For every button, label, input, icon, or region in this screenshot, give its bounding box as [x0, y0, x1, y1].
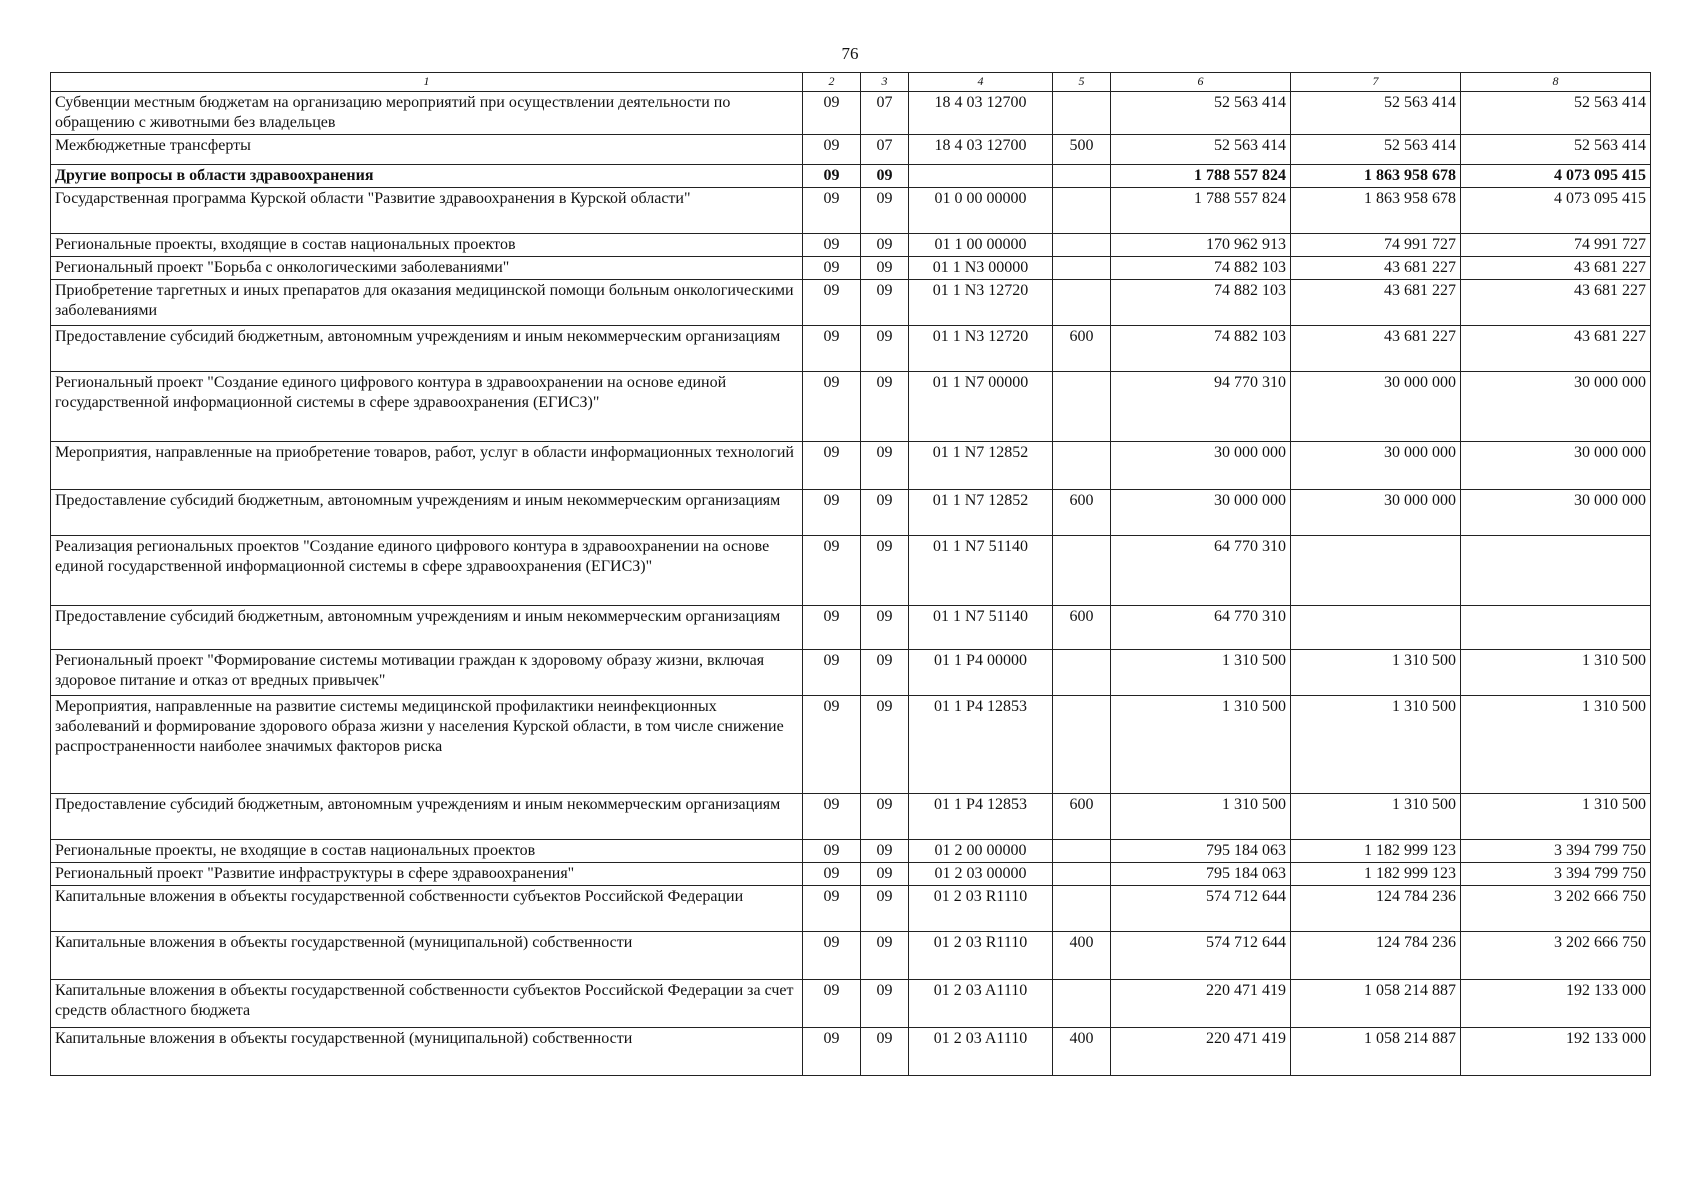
amount-col7-cell: 43 681 227: [1291, 326, 1461, 372]
amount-col6-cell: 795 184 063: [1111, 840, 1291, 863]
expense-type-cell: [1053, 650, 1111, 696]
amount-col6-cell: 74 882 103: [1111, 326, 1291, 372]
section-code-cell: 09: [803, 257, 861, 280]
target-article-cell: 01 2 03 A1110: [909, 1028, 1053, 1076]
expense-type-cell: [1053, 442, 1111, 490]
amount-col7-cell: 30 000 000: [1291, 490, 1461, 536]
expense-type-cell: [1053, 280, 1111, 326]
amount-col6-cell: 94 770 310: [1111, 372, 1291, 442]
amount-col6-cell: 1 310 500: [1111, 794, 1291, 840]
target-article-cell: 01 2 03 A1110: [909, 980, 1053, 1028]
section-code-cell: 09: [803, 886, 861, 932]
amount-col7-cell: [1291, 606, 1461, 650]
amount-col7-cell: 43 681 227: [1291, 280, 1461, 326]
expense-type-cell: 400: [1053, 1028, 1111, 1076]
expense-type-cell: 600: [1053, 326, 1111, 372]
table-row: [51, 932, 1651, 980]
section-code-cell: 09: [803, 840, 861, 863]
table-row: [51, 442, 1651, 490]
table-row: [51, 606, 1651, 650]
expense-type-cell: 600: [1053, 490, 1111, 536]
expense-type-cell: 600: [1053, 794, 1111, 840]
amount-col8-cell: 30 000 000: [1461, 442, 1651, 490]
expense-type-cell: [1053, 165, 1111, 188]
section-code-cell: 09: [803, 794, 861, 840]
section-code-cell: 09: [803, 442, 861, 490]
target-article-cell: 18 4 03 12700: [909, 135, 1053, 165]
table-row: [51, 165, 1651, 188]
expense-type-cell: [1053, 257, 1111, 280]
item-name-cell: Региональный проект "Развитие инфраструктуры в сфере здравоохранения": [51, 863, 803, 886]
table-row: [51, 92, 1651, 135]
amount-col6-cell: 1 788 557 824: [1111, 188, 1291, 234]
amount-col6-cell: 1 788 557 824: [1111, 165, 1291, 188]
item-name-cell: Государственная программа Курской области "Развитие здравоохранения в Курской области": [51, 188, 803, 234]
table-row: [51, 188, 1651, 234]
table-row: [51, 234, 1651, 257]
expense-type-cell: [1053, 234, 1111, 257]
header-cell: 1: [51, 73, 803, 92]
amount-col8-cell: 74 991 727: [1461, 234, 1651, 257]
subsection-code-cell: 09: [861, 840, 909, 863]
target-article-cell: 01 1 N3 00000: [909, 257, 1053, 280]
subsection-code-cell: 09: [861, 188, 909, 234]
amount-col7-cell: 1 058 214 887: [1291, 1028, 1461, 1076]
amount-col6-cell: 64 770 310: [1111, 536, 1291, 606]
subsection-code-cell: 09: [861, 650, 909, 696]
section-code-cell: 09: [803, 863, 861, 886]
item-name-cell: Капитальные вложения в объекты государственной (муниципальной) собственности: [51, 1028, 803, 1076]
target-article-cell: 18 4 03 12700: [909, 92, 1053, 135]
section-code-cell: 09: [803, 1028, 861, 1076]
subsection-code-cell: 09: [861, 696, 909, 794]
section-code-cell: 09: [803, 188, 861, 234]
section-code-cell: 09: [803, 165, 861, 188]
target-article-cell: 01 1 P4 12853: [909, 794, 1053, 840]
expense-type-cell: [1053, 536, 1111, 606]
expense-type-cell: [1053, 886, 1111, 932]
item-name-cell: Мероприятия, направленные на развитие системы медицинской профилактики неинфекционных заболеваний и формирование здорового образа жизни у населения Курской области, в том числе снижение распространенности наиболее значимых факторов риска: [51, 696, 803, 794]
target-article-cell: 01 1 N7 00000: [909, 372, 1053, 442]
target-article-cell: 01 1 N7 12852: [909, 442, 1053, 490]
amount-col8-cell: [1461, 606, 1651, 650]
target-article-cell: 01 1 N7 51140: [909, 606, 1053, 650]
amount-col8-cell: 3 202 666 750: [1461, 886, 1651, 932]
subsection-code-cell: 09: [861, 794, 909, 840]
amount-col6-cell: 1 310 500: [1111, 696, 1291, 794]
amount-col6-cell: 74 882 103: [1111, 280, 1291, 326]
item-name-cell: Предоставление субсидий бюджетным, автономным учреждениям и иным некоммерческим организациям: [51, 490, 803, 536]
amount-col7-cell: 1 310 500: [1291, 794, 1461, 840]
subsection-code-cell: 09: [861, 326, 909, 372]
section-code-cell: 09: [803, 932, 861, 980]
amount-col7-cell: 124 784 236: [1291, 932, 1461, 980]
target-article-cell: 01 1 N7 12852: [909, 490, 1053, 536]
amount-col7-cell: 1 310 500: [1291, 650, 1461, 696]
amount-col7-cell: 1 058 214 887: [1291, 980, 1461, 1028]
section-code-cell: 09: [803, 696, 861, 794]
amount-col7-cell: 1 863 958 678: [1291, 188, 1461, 234]
section-code-cell: 09: [803, 372, 861, 442]
header-cell: 8: [1461, 73, 1651, 92]
subsection-code-cell: 09: [861, 1028, 909, 1076]
item-name-cell: Межбюджетные трансферты: [51, 135, 803, 165]
amount-col7-cell: 74 991 727: [1291, 234, 1461, 257]
item-name-cell: Приобретение таргетных и иных препаратов для оказания медицинской помощи больным онкологическими заболеваниями: [51, 280, 803, 326]
subsection-code-cell: 09: [861, 886, 909, 932]
amount-col7-cell: 52 563 414: [1291, 92, 1461, 135]
target-article-cell: 01 2 03 00000: [909, 863, 1053, 886]
amount-col7-cell: 1 863 958 678: [1291, 165, 1461, 188]
header-cell: 2: [803, 73, 861, 92]
expense-type-cell: [1053, 696, 1111, 794]
table-row: [51, 1028, 1651, 1076]
table-row: [51, 863, 1651, 886]
table-row: [51, 840, 1651, 863]
amount-col8-cell: 43 681 227: [1461, 257, 1651, 280]
page-number: 76: [841, 44, 859, 63]
item-name-cell: Региональные проекты, не входящие в состав национальных проектов: [51, 840, 803, 863]
section-code-cell: 09: [803, 980, 861, 1028]
item-name-cell: Региональный проект "Формирование системы мотивации граждан к здоровому образу жизни, включая здоровое питание и отказ от вредных привычек": [51, 650, 803, 696]
amount-col6-cell: 52 563 414: [1111, 135, 1291, 165]
header-cell: 7: [1291, 73, 1461, 92]
amount-col8-cell: 3 202 666 750: [1461, 932, 1651, 980]
item-name-cell: Субвенции местным бюджетам на организацию мероприятий при осуществлении деятельности по обращению с животными без владельцев: [51, 92, 803, 135]
item-name-cell: Капитальные вложения в объекты государственной (муниципальной) собственности: [51, 932, 803, 980]
table-row: [51, 280, 1651, 326]
budget-table: [50, 72, 1651, 1076]
amount-col6-cell: 30 000 000: [1111, 442, 1291, 490]
target-article-cell: 01 1 P4 12853: [909, 696, 1053, 794]
subsection-code-cell: 09: [861, 980, 909, 1028]
header-cell: 6: [1111, 73, 1291, 92]
amount-col8-cell: 4 073 095 415: [1461, 165, 1651, 188]
table-row: [51, 886, 1651, 932]
amount-col6-cell: 170 962 913: [1111, 234, 1291, 257]
item-name-cell: Другие вопросы в области здравоохранения: [51, 165, 803, 188]
amount-col8-cell: 52 563 414: [1461, 135, 1651, 165]
item-name-cell: Региональный проект "Создание единого цифрового контура в здравоохранении на основе единой государственной информационной системы в сфере здравоохранения (ЕГИСЗ)": [51, 372, 803, 442]
amount-col7-cell: 43 681 227: [1291, 257, 1461, 280]
header-cell: 3: [861, 73, 909, 92]
expense-type-cell: 600: [1053, 606, 1111, 650]
amount-col8-cell: 43 681 227: [1461, 280, 1651, 326]
target-article-cell: 01 1 00 00000: [909, 234, 1053, 257]
amount-col8-cell: 192 133 000: [1461, 980, 1651, 1028]
section-code-cell: 09: [803, 92, 861, 135]
amount-col6-cell: 1 310 500: [1111, 650, 1291, 696]
amount-col8-cell: 1 310 500: [1461, 696, 1651, 794]
expense-type-cell: [1053, 92, 1111, 135]
expense-type-cell: [1053, 980, 1111, 1028]
target-article-cell: 01 2 03 R1110: [909, 886, 1053, 932]
subsection-code-cell: 09: [861, 536, 909, 606]
item-name-cell: Региональные проекты, входящие в состав национальных проектов: [51, 234, 803, 257]
expense-type-cell: 500: [1053, 135, 1111, 165]
section-code-cell: 09: [803, 280, 861, 326]
amount-col6-cell: 30 000 000: [1111, 490, 1291, 536]
subsection-code-cell: 09: [861, 280, 909, 326]
subsection-code-cell: 09: [861, 442, 909, 490]
target-article-cell: 01 1 N7 51140: [909, 536, 1053, 606]
table-row: [51, 696, 1651, 794]
subsection-code-cell: 07: [861, 92, 909, 135]
section-code-cell: 09: [803, 536, 861, 606]
amount-col8-cell: 52 563 414: [1461, 92, 1651, 135]
section-code-cell: 09: [803, 234, 861, 257]
table-row: [51, 794, 1651, 840]
subsection-code-cell: 07: [861, 135, 909, 165]
item-name-cell: Реализация региональных проектов "Создание единого цифрового контура в здравоохранении на основе единой государственной информационной системы в сфере здравоохранения (ЕГИСЗ)": [51, 536, 803, 606]
subsection-code-cell: 09: [861, 606, 909, 650]
amount-col7-cell: 1 182 999 123: [1291, 840, 1461, 863]
amount-col7-cell: [1291, 536, 1461, 606]
item-name-cell: Предоставление субсидий бюджетным, автономным учреждениям и иным некоммерческим организациям: [51, 794, 803, 840]
table-row: [51, 536, 1651, 606]
section-code-cell: 09: [803, 650, 861, 696]
amount-col7-cell: 1 310 500: [1291, 696, 1461, 794]
expense-type-cell: [1053, 188, 1111, 234]
amount-col8-cell: 30 000 000: [1461, 372, 1651, 442]
amount-col7-cell: 1 182 999 123: [1291, 863, 1461, 886]
amount-col7-cell: 30 000 000: [1291, 372, 1461, 442]
amount-col8-cell: 4 073 095 415: [1461, 188, 1651, 234]
amount-col8-cell: 192 133 000: [1461, 1028, 1651, 1076]
subsection-code-cell: 09: [861, 863, 909, 886]
column-number-row: [51, 73, 1651, 92]
target-article-cell: 01 1 P4 00000: [909, 650, 1053, 696]
table-row: [51, 257, 1651, 280]
amount-col8-cell: 1 310 500: [1461, 794, 1651, 840]
table-row: [51, 980, 1651, 1028]
item-name-cell: Предоставление субсидий бюджетным, автономным учреждениям и иным некоммерческим организациям: [51, 326, 803, 372]
table-row: [51, 326, 1651, 372]
item-name-cell: Капитальные вложения в объекты государственной собственности субъектов Российской Федерации за счет средств областного бюджета: [51, 980, 803, 1028]
amount-col6-cell: 574 712 644: [1111, 932, 1291, 980]
table-row: [51, 490, 1651, 536]
target-article-cell: 01 1 N3 12720: [909, 280, 1053, 326]
amount-col8-cell: 3 394 799 750: [1461, 863, 1651, 886]
expense-type-cell: [1053, 372, 1111, 442]
target-article-cell: 01 1 N3 12720: [909, 326, 1053, 372]
target-article-cell: 01 2 03 R1110: [909, 932, 1053, 980]
header-cell: 5: [1053, 73, 1111, 92]
item-name-cell: Региональный проект "Борьба с онкологическими заболеваниями": [51, 257, 803, 280]
header-cell: 4: [909, 73, 1053, 92]
amount-col7-cell: 30 000 000: [1291, 442, 1461, 490]
subsection-code-cell: 09: [861, 257, 909, 280]
amount-col6-cell: 64 770 310: [1111, 606, 1291, 650]
amount-col6-cell: 220 471 419: [1111, 980, 1291, 1028]
expense-type-cell: 400: [1053, 932, 1111, 980]
amount-col7-cell: 52 563 414: [1291, 135, 1461, 165]
amount-col7-cell: 124 784 236: [1291, 886, 1461, 932]
section-code-cell: 09: [803, 490, 861, 536]
target-article-cell: 01 2 00 00000: [909, 840, 1053, 863]
section-code-cell: 09: [803, 135, 861, 165]
amount-col8-cell: 1 310 500: [1461, 650, 1651, 696]
amount-col8-cell: 3 394 799 750: [1461, 840, 1651, 863]
subsection-code-cell: 09: [861, 932, 909, 980]
amount-col6-cell: 220 471 419: [1111, 1028, 1291, 1076]
amount-col8-cell: [1461, 536, 1651, 606]
amount-col6-cell: 74 882 103: [1111, 257, 1291, 280]
subsection-code-cell: 09: [861, 490, 909, 536]
expense-type-cell: [1053, 863, 1111, 886]
subsection-code-cell: 09: [861, 165, 909, 188]
amount-col8-cell: 30 000 000: [1461, 490, 1651, 536]
section-code-cell: 09: [803, 606, 861, 650]
item-name-cell: Капитальные вложения в объекты государственной собственности субъектов Российской Федерации: [51, 886, 803, 932]
expense-type-cell: [1053, 840, 1111, 863]
item-name-cell: Мероприятия, направленные на приобретение товаров, работ, услуг в области информационных технологий: [51, 442, 803, 490]
table-row: [51, 650, 1651, 696]
section-code-cell: 09: [803, 326, 861, 372]
amount-col6-cell: 52 563 414: [1111, 92, 1291, 135]
target-article-cell: [909, 165, 1053, 188]
amount-col6-cell: 795 184 063: [1111, 863, 1291, 886]
amount-col6-cell: 574 712 644: [1111, 886, 1291, 932]
subsection-code-cell: 09: [861, 234, 909, 257]
subsection-code-cell: 09: [861, 372, 909, 442]
target-article-cell: 01 0 00 00000: [909, 188, 1053, 234]
item-name-cell: Предоставление субсидий бюджетным, автономным учреждениям и иным некоммерческим организациям: [51, 606, 803, 650]
table-row: [51, 372, 1651, 442]
amount-col8-cell: 43 681 227: [1461, 326, 1651, 372]
table-row: [51, 135, 1651, 165]
